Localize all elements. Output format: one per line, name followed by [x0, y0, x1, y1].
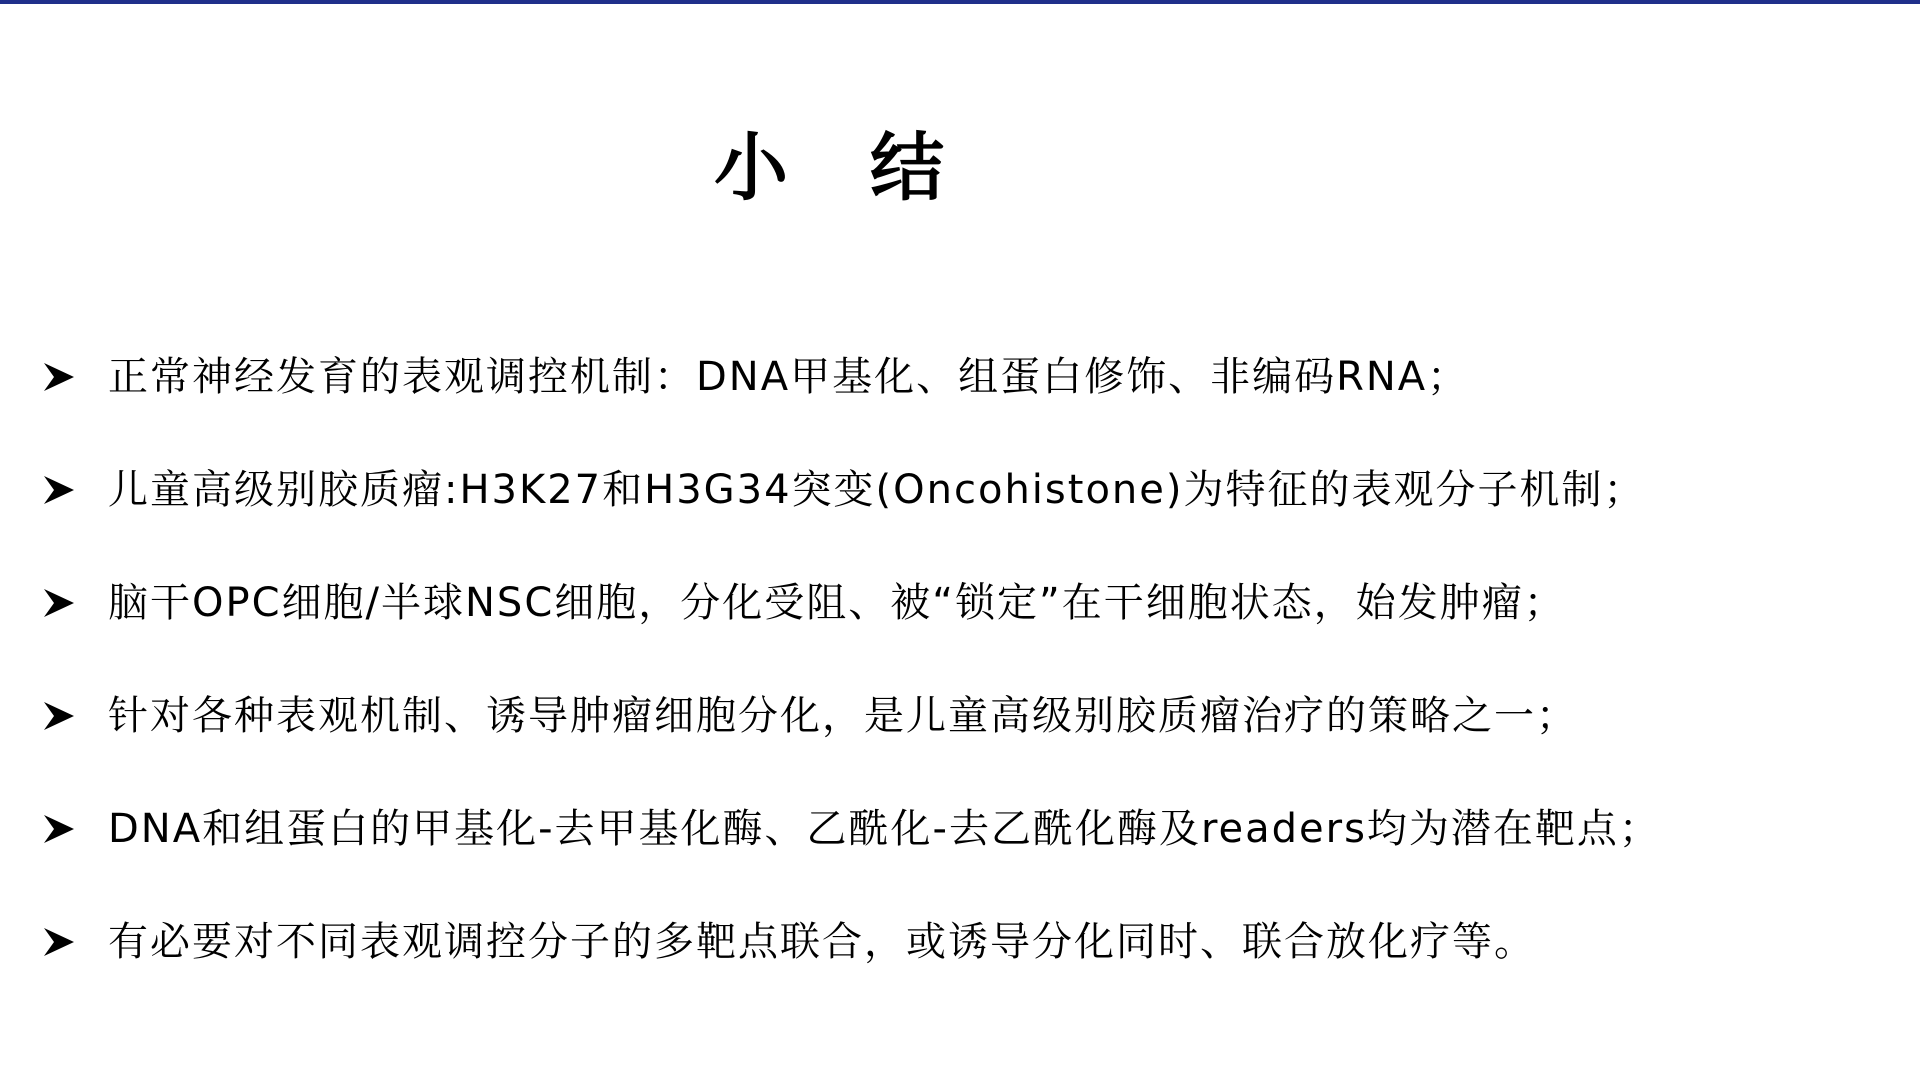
arrow-icon [40, 585, 76, 621]
bullet-text: 脑干OPC细胞/半球NSC细胞，分化受阻、被“锁定”在干细胞状态，始发肿瘤； [108, 579, 1566, 626]
slide-title: 小结 [714, 125, 1026, 211]
bullet-text: 有必要对不同表观调控分子的多靶点联合，或诱导分化同时、联合放化疗等。 [108, 918, 1536, 965]
top-border-line [0, 0, 1920, 4]
bullet-text: 正常神经发育的表观调控机制：DNA甲基化、组蛋白修饰、非编码RNA； [108, 353, 1470, 400]
bullet-item-1 [40, 320, 1920, 433]
bullet-text: 儿童高级别胶质瘤:H3K27和H3G34突变(Oncohistone)为特征的表观分子机制； [108, 466, 1646, 513]
bullet-list [40, 320, 1920, 998]
arrow-icon [40, 811, 76, 847]
arrow-icon [40, 698, 76, 734]
bullet-text: 针对各种表观机制、诱导肿瘤细胞分化，是儿童高级别胶质瘤治疗的策略之一； [108, 692, 1578, 739]
arrow-icon [40, 472, 76, 508]
bullet-item-2 [40, 433, 1920, 546]
arrow-icon [40, 924, 76, 960]
arrow-icon [40, 359, 76, 395]
bullet-item-3 [40, 546, 1920, 659]
bullet-item-4 [40, 659, 1920, 772]
bullet-text: DNA和组蛋白的甲基化-去甲基化酶、乙酰化-去乙酰化酶及readers均为潜在靶点； [108, 805, 1661, 852]
bullet-item-6 [40, 885, 1920, 998]
bullet-item-5 [40, 772, 1920, 885]
